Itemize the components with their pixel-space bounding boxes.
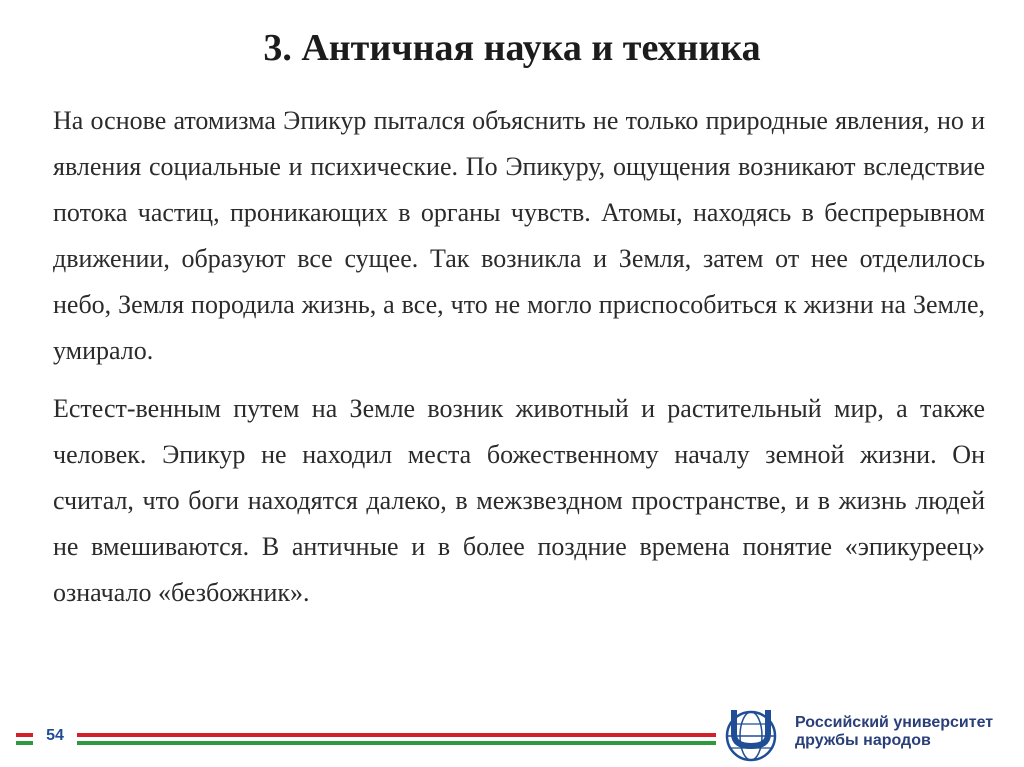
page-number: 54 [33,721,77,751]
slide-title: 3. Античная наука и техника [263,27,761,69]
university-name-line-2: дружбы народов [795,732,931,749]
paragraph-1: На основе атомизма Эпикур пытался объяснить не только природные явления, но и явления социальные и психические. По Эпикуру, ощущения возникают вследствие потока частиц, проникающих в органы чувств. Атомы, находясь в беспрерывном движении, образуют все сущее. Так возникла и Земля, затем от нее отделилось небо, Земля породила жизнь, а все, что не могло приспособиться к жизни на Земле, умирало. [53,106,985,365]
university-name-line-1: Российский университет [795,714,994,731]
university-name [795,714,1015,750]
paragraph-2: Естест-венным путем на Земле возник животный и растительный мир, а также человек. Эпикур не находил места божественному началу земной жизни. Он считал, что боги находятся далеко, в межзвездном пространстве, и в жизнь людей не вмешиваются. В античные и в более поздние времена понятие «эпикуреец» означало «безбожник». [53,394,985,607]
rudn-globe-emblem-icon [720,706,782,762]
slide-body [53,98,985,616]
footer-red-stripe [16,733,716,737]
footer-green-stripe [16,741,716,745]
